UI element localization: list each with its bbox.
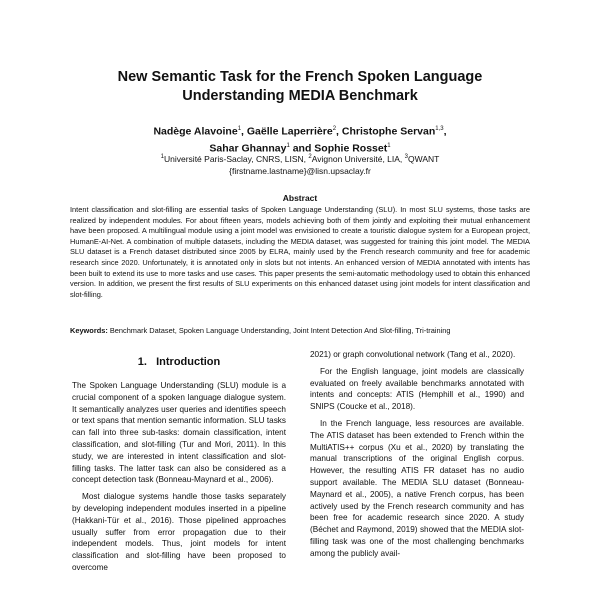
keywords-label: Keywords: (70, 326, 108, 335)
author-affiliation-mark: 1 (286, 143, 290, 149)
abstract-text: Intent classification and slot-filling are essential tasks of Spoken Language Understanding (SLU). In most SLU systems, those tasks are realized by independent modules. For about fifteen years, models achieving both of them jointly and exploiting their mutual enhancement have been proposed. A multilingual module using a joint model was envisioned to create a touristic dialogue system for a European project, HumanE-AI-Net. A combination of multiple datasets, including the MEDIA dataset, was suggested for training this joint model. The MEDIA SLU dataset is a French dataset distributed since 2005 by ELRA, mainly used by the French research community and free for academic research since 2020. Unfortunately, it is annotated only in slots but not intents. An enhanced version of MEDIA annotated with intents has been built to extend its use to more tasks and use cases. This paper presents the semi-automatic methodology used to obtain this enhanced version. In addition, we present the first results of SLU experiments on this enhanced dataset using joint models for intent classification and slot-filling. (70, 205, 530, 299)
author-name: Nadège Alavoine (153, 125, 238, 138)
affiliation-mark: 3 (404, 154, 408, 160)
affiliation-text: QWANT (408, 153, 440, 164)
affiliation-mark: 2 (308, 154, 312, 160)
author-email: {firstname.lastname}@lisn.upsaclay.fr (229, 165, 371, 176)
keywords-text: Benchmark Dataset, Spoken Language Understanding, Joint Intent Detection And Slot-filling, Tri-training (107, 326, 451, 335)
right-column (310, 349, 524, 565)
body-paragraph: The Spoken Language Understanding (SLU) module is a crucial component of a spoken language dialogue system. It semantically analyzes user queries and identifies speech or text spans that mention semantic information. SLU tasks can fall into three sub-tasks: domain classification, intent classification, and slot-filling (Tur and Mori, 2011). In this study, we are interested in intent classification and slot-filling tasks. The latter task can also be considered as a concept detection task (Bonneau-Maynard et al., 2006). (72, 381, 286, 485)
author-separator: and (289, 142, 315, 155)
paper-title (60, 68, 540, 106)
section-number: 1. (137, 356, 147, 368)
affiliation-text: Avignon Université, LIA, (311, 153, 405, 164)
author-affiliation-mark: 1,3 (435, 126, 444, 132)
author-separator: , (443, 125, 447, 138)
body-paragraph: 2021) or graph convolutional network (Tang et al., 2020). (310, 350, 516, 359)
body-paragraph: In the French language, less resources are available. The ATIS dataset has been extended to French within the MultiATIS++ corpus (Xu et al., 2020) by translating the manual transcriptions of the original English corpus. However, the resulting ATIS FR dataset has no audio support available. The MEDIA SLU dataset (Bonneau-Maynard et al., 2005), a native French corpus, has been actively used by the French research community and has been free for academic research since 2020. A study (Béchet and Raymond, 2019) showed that the MEDIA slot-filling task was one of the most challenging benchmarks among the publicly avail- (310, 418, 524, 558)
section-heading (72, 356, 286, 368)
keywords (70, 326, 530, 337)
section-title: Introduction (156, 356, 221, 368)
affiliation-mark: 1 (160, 154, 164, 160)
author-affiliation-mark: 2 (332, 126, 337, 132)
author-separator: , (336, 125, 342, 138)
author-affiliation-mark: 1 (237, 126, 242, 132)
title-line-1: New Semantic Task for the French Spoken Language (117, 69, 483, 85)
left-column (72, 380, 286, 579)
affiliation-line (60, 151, 540, 165)
author-affiliation-mark: 1 (387, 143, 391, 149)
author-name: Christophe Servan (341, 125, 436, 138)
author-name: Sahar Ghannay (209, 142, 287, 155)
title-line-2: Understanding MEDIA Benchmark (182, 88, 418, 104)
author-line-1 (60, 122, 540, 139)
author-separator: , (241, 125, 247, 138)
body-paragraph: Most dialogue systems handle those tasks separately by developing independent modules inserted in a pipeline (Hakkani-Tür et al., 2016). Those pipelined approaches usually suffer from error propagation due to their independent models. Thus, joint models for intent classification and slot-filling have been proposed to overcome (72, 492, 286, 572)
author-name: Gaëlle Laperrière (246, 125, 333, 138)
author-name: Sophie Rosset (314, 142, 388, 155)
affiliation-text: Université Paris-Saclay, CNRS, LISN, (164, 153, 309, 164)
abstract-heading: Abstract (282, 193, 318, 203)
affiliations (60, 151, 540, 177)
body-paragraph: For the English language, joint models are classically evaluated on freely available benchmarks annotated with intents and concepts: ATIS (Hemphill et al., 1990) and SNIPS (Coucke et al., 2018). (310, 366, 524, 412)
